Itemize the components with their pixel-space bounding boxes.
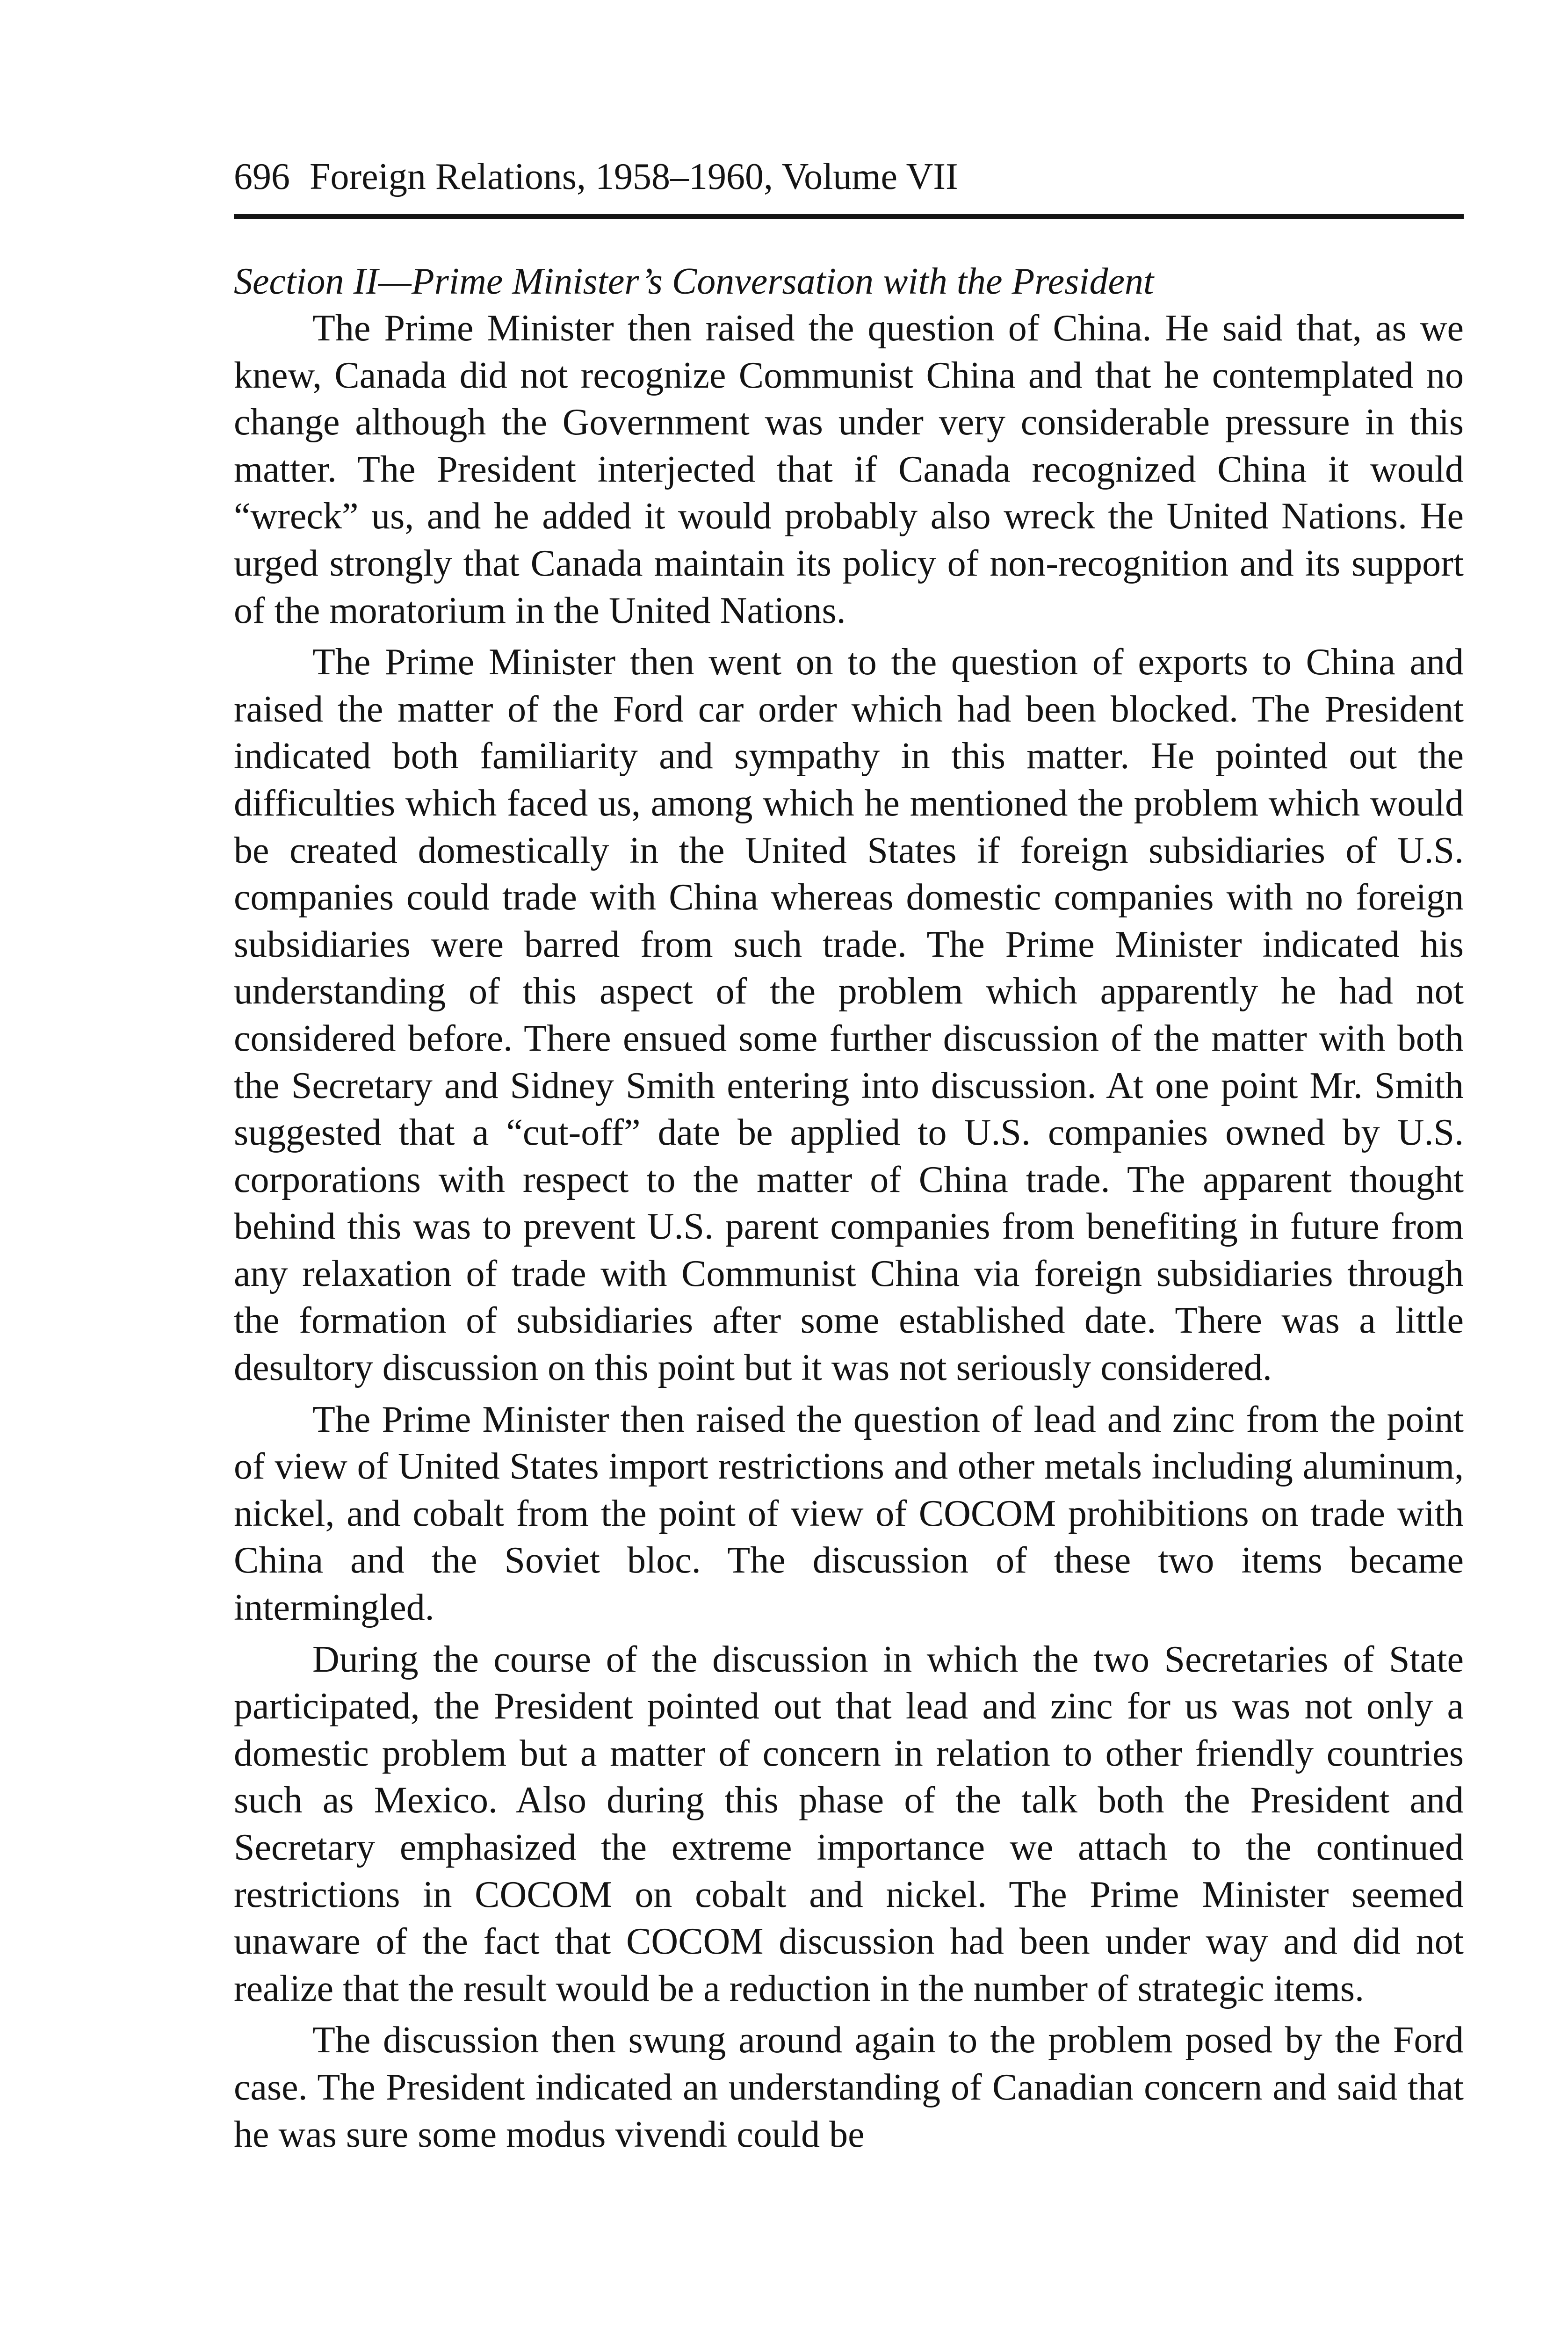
section-title: Section II—Prime Minister’s Conversation with the President [234, 261, 1154, 302]
header-rule [234, 214, 1464, 219]
paragraph-5: The discussion then swung around again to the problem posed by the Ford case. The President indicated an understanding of Canadian concern and said that he was sure some modus vivendi could be [234, 2020, 1464, 2155]
page-number: 696 [234, 156, 290, 197]
running-title: Foreign Relations, 1958–1960, Volume VII [310, 156, 958, 197]
running-head [234, 154, 1464, 199]
document-page [234, 0, 1464, 2338]
paragraph-2: The Prime Minister then went on to the question of exports to China and raised the matter of the Ford car order which had been blocked. The President indicated both familiarity and sympathy in this matter. He pointed out the difficulties which faced us, among which he mentioned the problem which would be created domestically in the United States if foreign subsidiaries of U.S. companies could trade with China whereas domestic companies with no foreign subsidiaries were barred from such trade. The Prime Minister indicated his understanding of this aspect of the problem which apparently he had not considered before. There ensued some further discussion of the matter with both the Secretary and Sidney Smith entering into discussion. At one point Mr. Smith suggested that a “cut-off” date be applied to U.S. companies owned by U.S. corporations with respect to the matter of China trade. The apparent thought behind this was to prevent U.S. parent companies from benefiting in future from any relaxation of trade with Communist China via foreign subsidiaries through the formation of subsidiaries after some established date. There was a little desultory discussion on this point but it was not seriously considered. [234, 642, 1464, 1389]
paragraph-4: During the course of the discussion in which the two Secretaries of State participated, the President pointed out that lead and zinc for us was not only a domestic problem but a matter of concern in relation to other friendly countries such as Mexico. Also during this phase of the talk both the President and Secretary emphasized the extreme importance we attach to the continued restrictions in COCOM on cobalt and nickel. The Prime Minister seemed unaware of the fact that COCOM discussion had been under way and did not realize that the result would be a reduction in the number of strategic items. [234, 1638, 1464, 2009]
paragraph-3: The Prime Minister then raised the question of lead and zinc from the point of view of United States import restrictions and other metals including aluminum, nickel, and cobalt from the point of view of COCOM prohibitions on trade with China and the Soviet bloc. The discussion of these two items became intermingled. [234, 1399, 1464, 1629]
paragraph-1: The Prime Minister then raised the question of China. He said that, as we knew, Canada did not recognize Communist China and that he contemplated no change although the Government was under very considerable pressure in this matter. The President interjected that if Canada recognized China it would “wreck” us, and he added it would probably also wreck the United Nations. He urged strongly that Canada maintain its policy of non-recognition and its support of the moratorium in the United Nations. [234, 308, 1464, 631]
body-text [234, 258, 1464, 2163]
